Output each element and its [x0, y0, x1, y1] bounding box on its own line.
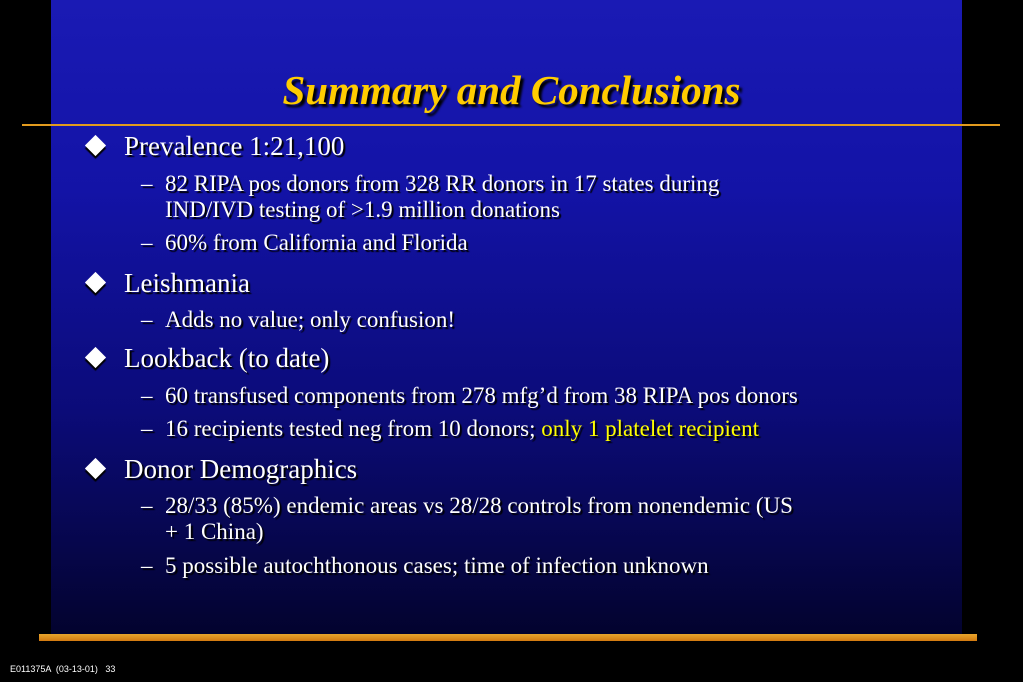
section-heading-demographics: Donor Demographics — [124, 454, 358, 484]
title-underline — [22, 124, 1000, 126]
slide-footer: E011375A (03-13-01) 33 — [10, 664, 116, 674]
sub-item-plain: 16 recipients tested neg from 10 donors; — [165, 416, 542, 441]
dash-bullet: – — [141, 383, 153, 408]
sub-item-text-cont: + 1 China) — [165, 519, 264, 544]
section-heading-leishmania: Leishmania — [124, 268, 250, 298]
dash-bullet: – — [141, 416, 153, 441]
sub-item-text: 60% from California and Florida — [165, 230, 468, 255]
bottom-accent-bar — [39, 634, 977, 641]
sub-item-text-cont: IND/IVD testing of >1.9 million donations — [165, 197, 560, 222]
dash-bullet: – — [141, 171, 153, 196]
dash-bullet: – — [141, 307, 153, 332]
dash-bullet: – — [141, 230, 153, 255]
slide-title: Summary and Conclusions — [282, 67, 741, 113]
sub-item-text: 60 transfused components from 278 mfg’d from 38 RIPA pos donors — [165, 383, 798, 408]
dash-bullet: – — [141, 553, 153, 578]
sub-item-text: Adds no value; only confusion! — [165, 307, 456, 332]
sub-item-text: 5 possible autochthonous cases; time of infection unknown — [165, 553, 709, 578]
dash-bullet: – — [141, 493, 153, 518]
sub-item-text: 28/33 (85%) endemic areas vs 28/28 controls from nonendemic (US — [165, 493, 793, 518]
sub-item-text — [165, 416, 759, 442]
highlight-text: only 1 platelet recipient — [541, 416, 760, 441]
sub-item-text: 82 RIPA pos donors from 328 RR donors in 17 states during — [165, 171, 720, 196]
section-heading-prevalence: Prevalence 1:21,100 — [124, 131, 345, 161]
section-heading-lookback: Lookback (to date) — [124, 343, 330, 373]
